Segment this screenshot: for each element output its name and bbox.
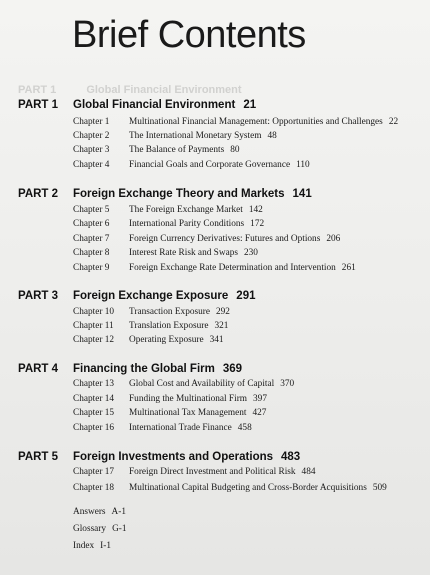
chapter-title: International Parity Conditions	[129, 219, 245, 229]
chapter-label: Chapter 1	[73, 117, 110, 127]
chapter-entry[interactable]	[73, 160, 310, 170]
chapter-page: 341	[209, 335, 224, 345]
back-matter-label: Answers	[73, 507, 106, 517]
part-heading[interactable]	[18, 290, 255, 302]
part-title: Foreign Investments and Operations	[73, 451, 274, 463]
part-title: Foreign Exchange Exposure	[73, 290, 229, 302]
chapter-page: 172	[250, 219, 265, 229]
chapter-entry[interactable]	[73, 234, 340, 244]
chapter-page: 458	[237, 423, 252, 433]
chapter-entry[interactable]	[73, 394, 267, 404]
chapter-page: 321	[214, 321, 229, 331]
chapter-title: Multinational Tax Management	[129, 408, 247, 418]
chapter-title: Foreign Currency Derivatives: Futures and Options	[129, 234, 321, 244]
part-label: PART 3	[18, 290, 59, 302]
chapter-page: 397	[253, 394, 267, 404]
chapter-entry[interactable]	[73, 467, 316, 477]
chapter-label: Chapter 7	[73, 234, 110, 244]
chapter-entry[interactable]	[73, 145, 240, 155]
chapter-entry[interactable]	[73, 117, 398, 127]
page-title: Brief Contents	[72, 14, 306, 56]
back-matter-page: I-1	[100, 541, 112, 551]
chapter-page: 80	[230, 145, 240, 155]
back-matter-label: Glossary	[73, 524, 107, 534]
chapter-label: Chapter 12	[73, 335, 115, 345]
chapter-page: 427	[252, 408, 267, 418]
part-heading[interactable]	[18, 363, 242, 375]
chapter-title: Funding the Multinational Firm	[129, 394, 248, 404]
chapter-page: 142	[248, 205, 263, 215]
back-matter-page: A-1	[111, 507, 127, 517]
chapter-page: 22	[388, 117, 399, 127]
chapter-entry[interactable]	[73, 131, 277, 141]
chapter-page: 48	[267, 131, 277, 141]
back-matter-entry[interactable]	[73, 524, 127, 534]
part-page: 291	[236, 290, 256, 302]
chapter-label: Chapter 15	[73, 408, 115, 418]
back-matter-label: Index	[73, 541, 95, 551]
part-heading[interactable]	[18, 99, 256, 111]
chapter-title: The Balance of Payments	[129, 145, 225, 155]
chapter-entry[interactable]	[73, 219, 264, 229]
chapter-label: Chapter 6	[73, 219, 110, 229]
chapter-entry[interactable]	[73, 408, 266, 418]
chapter-label: Chapter 11	[73, 321, 114, 331]
chapter-title: Foreign Exchange Rate Determination and Intervention	[129, 263, 336, 273]
chapter-entry[interactable]	[73, 423, 252, 433]
chapter-entry[interactable]	[73, 379, 294, 389]
chapter-page: 206	[326, 234, 341, 244]
chapter-title: The International Monetary System	[129, 131, 262, 141]
chapter-title: Translation Exposure	[129, 321, 209, 331]
chapter-label: Chapter 17	[73, 467, 115, 477]
chapter-entry[interactable]	[73, 335, 224, 345]
chapter-title: Transaction Exposure	[129, 307, 210, 317]
chapter-title: The Foreign Exchange Market	[129, 205, 243, 215]
chapter-page: 261	[341, 263, 356, 273]
chapter-page: 370	[280, 379, 295, 389]
part-title: Global Financial Environment	[73, 99, 236, 111]
chapter-entry[interactable]	[73, 263, 356, 273]
chapter-label: Chapter 5	[73, 205, 110, 215]
chapter-page: 110	[296, 160, 310, 170]
chapter-label: Chapter 10	[73, 307, 115, 317]
chapter-label: Chapter 9	[73, 263, 110, 273]
part-label: PART 5	[18, 451, 59, 463]
chapter-entry[interactable]	[73, 307, 230, 317]
chapter-entry[interactable]	[73, 248, 258, 258]
chapter-label: Chapter 3	[73, 145, 110, 155]
chapter-label: Chapter 16	[73, 423, 115, 433]
chapter-title: Operating Exposure	[129, 335, 204, 345]
back-matter-page: G-1	[112, 524, 127, 534]
part-title: Financing the Global Firm	[73, 363, 215, 375]
chapter-title: International Trade Finance	[129, 423, 232, 433]
chapter-page: 509	[372, 483, 387, 493]
part-label: PART 2	[18, 188, 59, 200]
chapter-entry[interactable]	[73, 205, 263, 215]
chapter-page: 484	[301, 467, 316, 477]
chapter-title: Financial Goals and Corporate Governance	[129, 160, 291, 170]
part-page: 483	[281, 451, 301, 463]
part-label: PART 1	[18, 99, 59, 111]
chapter-label: Chapter 14	[73, 394, 115, 404]
chapter-entry[interactable]	[73, 483, 387, 493]
chapter-title: Multinational Capital Budgeting and Cross-Border Acquisitions	[129, 483, 367, 493]
chapter-label: Chapter 8	[73, 248, 110, 258]
back-matter-entry[interactable]	[73, 541, 111, 551]
chapter-page: 292	[216, 307, 230, 317]
chapter-title: Interest Rate Risk and Swaps	[129, 248, 238, 258]
chapter-page: 230	[243, 248, 258, 258]
chapter-label: Chapter 4	[73, 160, 110, 170]
show-through-text: PART 1 Global Financial Environment	[18, 84, 242, 96]
part-page: 369	[222, 363, 243, 375]
chapter-label: Chapter 13	[73, 379, 115, 389]
part-title: Foreign Exchange Theory and Markets	[73, 188, 285, 200]
chapter-label: Chapter 2	[73, 131, 110, 141]
part-label: PART 4	[18, 363, 59, 375]
back-matter-entry[interactable]	[73, 507, 126, 517]
part-heading[interactable]	[18, 451, 300, 463]
chapter-label: Chapter 18	[73, 483, 115, 493]
part-page: 141	[292, 188, 312, 200]
chapter-title: Multinational Financial Management: Opportunities and Challenges	[129, 117, 383, 127]
chapter-title: Foreign Direct Investment and Political Risk	[129, 467, 296, 477]
chapter-title: Global Cost and Availability of Capital	[129, 379, 275, 389]
part-heading[interactable]	[18, 188, 312, 200]
part-page: 21	[243, 99, 257, 111]
chapter-entry[interactable]	[73, 321, 228, 331]
